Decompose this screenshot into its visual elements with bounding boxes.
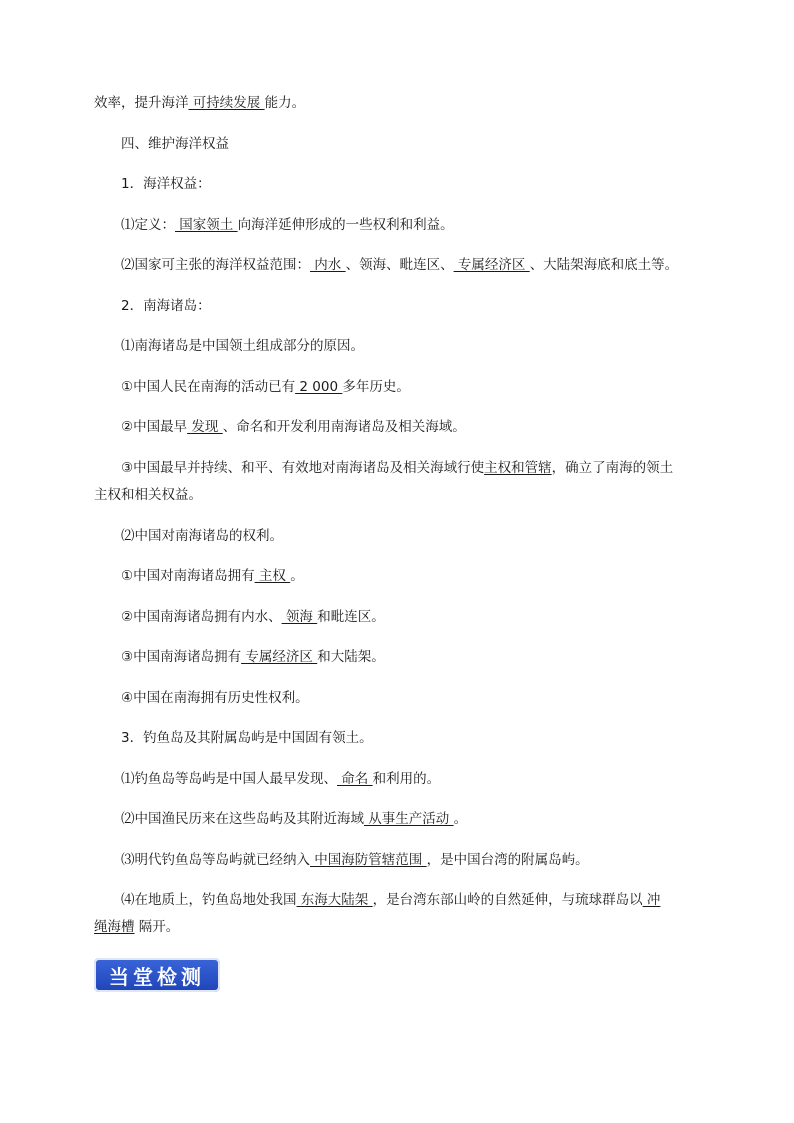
line-diaoyu-2: ⑵中国渔民历来在这些岛屿及其附近海域 从事生产活动 。 [121,811,468,827]
blank-answer: 专属经济区 [241,649,318,665]
line-diaoyu-4: ⑷在地质上，钓鱼岛地处我国 东海大陆架 ，是台湾东部山岭的自然延伸，与琉球群岛以 冲 [121,892,661,908]
blank-answer: 国家领土 [175,217,238,233]
blank-answer: 内水 [310,257,346,273]
blank-answer: 主权和管辖 [484,460,552,476]
line-definition: ⑴定义： 国家领土 向海洋延伸形成的一些权利和利益。 [121,217,454,233]
line-rights-4: ④中国在南海拥有历史性权利。 [121,690,309,706]
blank-answer: 2 000 [295,379,343,395]
heading-south-china-sea: 2．南海诸岛： [121,298,211,314]
blank-answer: 绳海槽 [94,919,135,935]
line-reason-3-cont: 主权和相关权益。 [94,487,202,503]
line-reason-3: ③中国最早并持续、和平、有效地对南海诸岛及相关海域行使主权和管辖，确立了南海的领土 [121,460,674,476]
line-rights-scope: ⑵国家可主张的海洋权益范围： 内水 、领海、毗连区、 专属经济区 、大陆架海底和底土等。 [121,257,679,273]
line-rights-1: ①中国对南海诸岛拥有 主权 。 [121,568,304,584]
blank-answer: 冲 [642,892,661,908]
line-rights-title: ⑵中国对南海诸岛的权利。 [121,528,283,544]
blank-answer: 可持续发展 [188,95,265,111]
line-efficiency: 效率，提升海洋 可持续发展 能力。 [94,95,306,111]
line-diaoyu-3: ⑶明代钓鱼岛等岛屿就已经纳入 中国海防管辖范围 ，是中国台湾的附属岛屿。 [121,852,589,868]
line-rights-3: ③中国南海诸岛拥有 专属经济区 和大陆架。 [121,649,385,665]
blank-answer: 中国海防管辖范围 [310,852,427,868]
section-badge-in-class-check: 当堂检测 [94,958,220,992]
heading-diaoyu: 3．钓鱼岛及其附属岛屿是中国固有领土。 [121,730,373,746]
blank-answer: 领海 [281,609,318,625]
blank-answer: 发现 [187,419,223,435]
line-diaoyu-4-cont: 绳海槽 隔开。 [94,919,180,935]
blank-answer: 主权 [254,568,291,584]
line-rights-2: ②中国南海诸岛拥有内水、 领海 和毗连区。 [121,609,385,625]
line-diaoyu-1: ⑴钓鱼岛等岛屿是中国人最早发现、 命名 和利用的。 [121,771,441,787]
heading-ocean-rights: 1．海洋权益： [121,176,211,192]
heading-section-four: 四、维护海洋权益 [121,136,229,152]
blank-answer: 从事生产活动 [364,811,454,827]
line-reason-title: ⑴南海诸岛是中国领土组成部分的原因。 [121,338,364,354]
blank-answer: 东海大陆架 [296,892,373,908]
line-reason-1: ①中国人民在南海的活动已有 2 000 多年历史。 [121,379,410,395]
line-reason-2: ②中国最早 发现 、命名和开发利用南海诸岛及相关海域。 [121,419,466,435]
blank-answer: 命名 [337,771,373,787]
blank-answer: 专属经济区 [453,257,530,273]
